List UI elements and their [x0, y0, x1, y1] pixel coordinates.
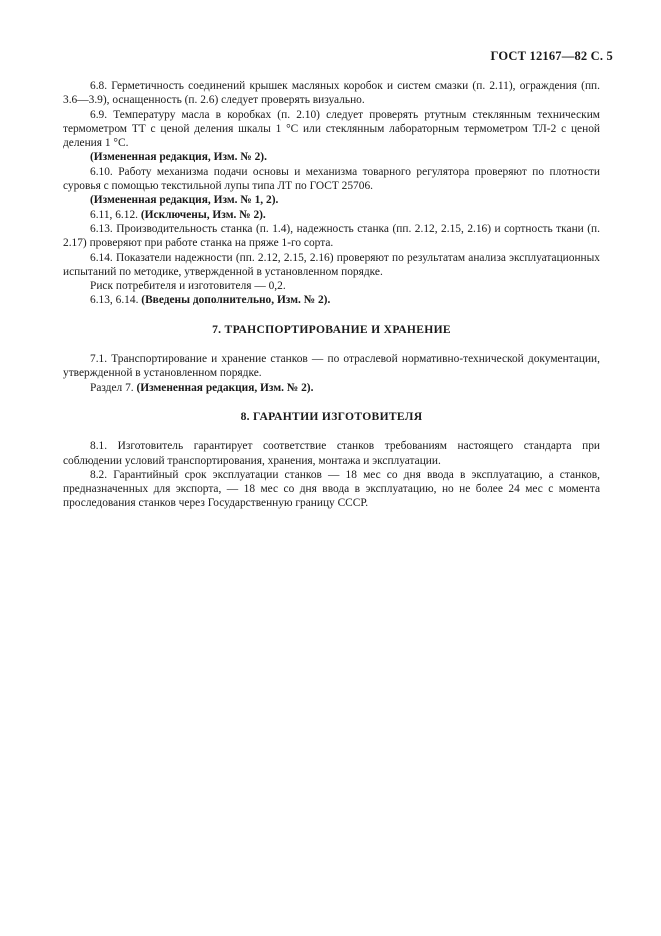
clause-number: 6.11, 6.12. [90, 208, 138, 221]
document-body [63, 79, 600, 511]
paragraph-6-13: 6.13. Производительность станка (п. 1.4), надежность станка (пп. 2.12, 2.15, 2.16) и сортность ткани (п. 2.17) проверяют при работе станка на пряже 1-го сорта. [63, 222, 600, 250]
paragraph-risk: Риск потребителя и изготовителя — 0,2. [90, 280, 286, 293]
paragraph-6-14: 6.14. Показатели надежности (пп. 2.12, 2.15, 2.16) проверяют по результатам анализа эксплуатационных испытаний по методике, утвержденной в установленном порядке. [63, 251, 600, 278]
paragraph-7-1: 7.1. Транспортирование и хранение станков — по отраслевой нормативно-технической документации, утвержденной в установленном порядке. [63, 353, 600, 380]
clause-number: Раздел 7. [90, 381, 134, 394]
amendment-note: (Введены дополнительно, Изм. № 2). [141, 294, 331, 307]
paragraph-6-8: 6.8. Герметичность соединений крышек масляных коробок и систем смазки (п. 2.11), ограждения (пп. 3.6—3.9), оснащенность (п. 2.6) следует проверять визуально. [63, 80, 600, 107]
paragraph-8-1: 8.1. Изготовитель гарантирует соответствие станков требованиям настоящего стандарта при соблюдении условий транспортирования, хранения, монтажа и эксплуатации. [63, 440, 600, 467]
section-8-heading: 8. ГАРАНТИИ ИЗГОТОВИТЕЛЯ [240, 409, 423, 423]
paragraph-6-11-6-12 [63, 208, 600, 222]
paragraph-8-2: 8.2. Гарантийный срок эксплуатации станков — 18 мес со дня ввода в эксплуатацию, а станков, предназначенных для экспорта, — 18 мес со дня ввода в эксплуатацию, но не более 24 мес с момента проследования станков через Государственную границу СССР. [63, 468, 600, 510]
amendment-note-6-9: (Измененная редакция, Изм. № 2). [90, 151, 267, 164]
paragraph-6-9: 6.9. Температуру масла в коробках (п. 2.10) следует проверять ртутным стеклянным техническим термометром ТТ с ценой деления шкалы 1 °С или стеклянным лабораторным термометром ТЛ-2 с ценой деления 1 °С. [63, 108, 600, 150]
amendment-note: (Исключены, Изм. № 2). [140, 208, 266, 221]
page-header: ГОСТ 12167—82 С. 5 [490, 49, 613, 63]
amendment-note-6-10: (Измененная редакция, Изм. № 1, 2). [90, 194, 279, 207]
amendment-note: (Измененная редакция, Изм. № 2). [136, 381, 314, 394]
paragraph-6-10: 6.10. Работу механизма подачи основы и механизма товарного регулятора проверяют по плотности суровья с помощью текстильной лупы типа ЛТ по ГОСТ 25706. [63, 165, 600, 193]
paragraph-6-13-6-14-note [63, 293, 600, 307]
paragraph-section-7-note [63, 381, 600, 395]
section-7-heading: 7. ТРАНСПОРТИРОВАНИЕ И ХРАНЕНИЕ [212, 322, 451, 336]
clause-number: 6.13, 6.14. [90, 294, 139, 307]
